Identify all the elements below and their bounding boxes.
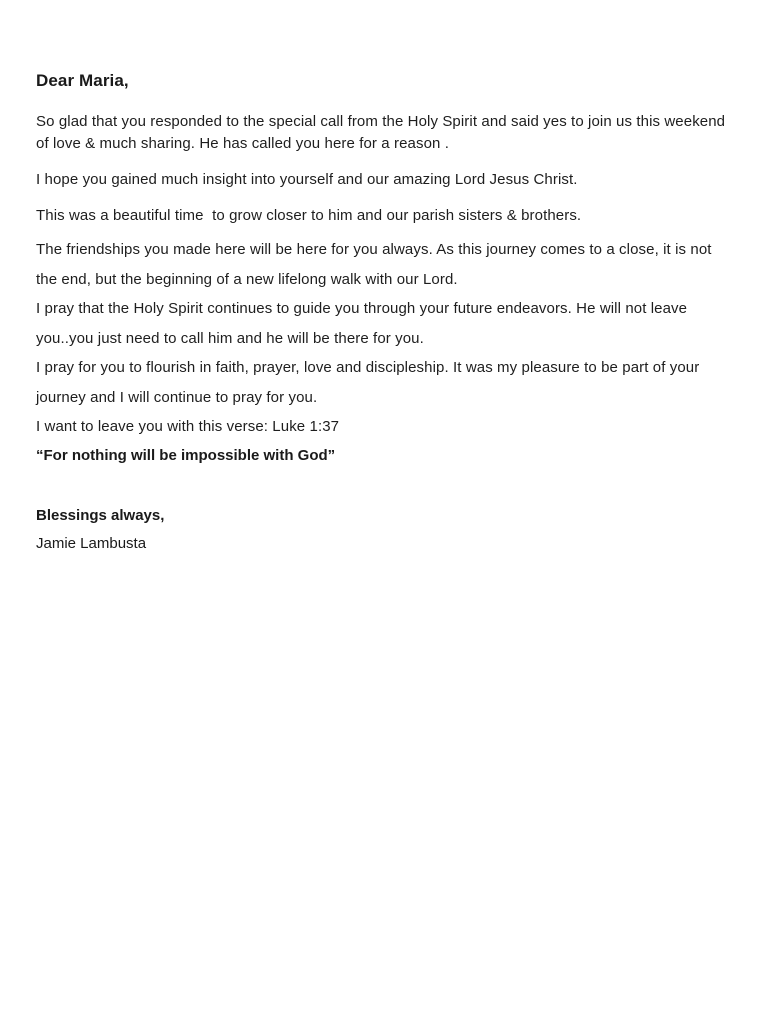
letter-paragraph: So glad that you responded to the special call from the Holy Spirit and said yes to join us this weekend of love & much sharing. He has called you here for a reason . bbox=[36, 113, 726, 152]
letter-paragraph: I want to leave you with this verse: Luke 1:37 bbox=[36, 418, 340, 435]
letter-greeting: Dear Maria, bbox=[36, 71, 129, 90]
letter-paragraph: This was a beautiful time to grow closer to him and our parish sisters & brothers. bbox=[36, 207, 582, 224]
letter-paragraph: The friendships you made here will be here for you always. As this journey comes to a close, it is not the end, but the beginning of a new lifelong walk with our Lord. bbox=[36, 241, 712, 288]
bible-verse: “For nothing will be impossible with God” bbox=[36, 447, 336, 464]
letter-paragraph: I pray that the Holy Spirit continues to guide you through your future endeavors. He will not leave you..you just need to call him and he will be there for you. bbox=[36, 300, 688, 347]
letter-paragraph: I hope you gained much insight into yourself and our amazing Lord Jesus Christ. bbox=[36, 171, 578, 188]
letter-signature: Jamie Lambusta bbox=[36, 535, 147, 552]
letter-paragraph: I pray for you to flourish in faith, prayer, love and discipleship. It was my pleasure to be part of your journey and I will continue to pray for you. bbox=[36, 359, 700, 406]
letter-closing: Blessings always, bbox=[36, 507, 165, 524]
